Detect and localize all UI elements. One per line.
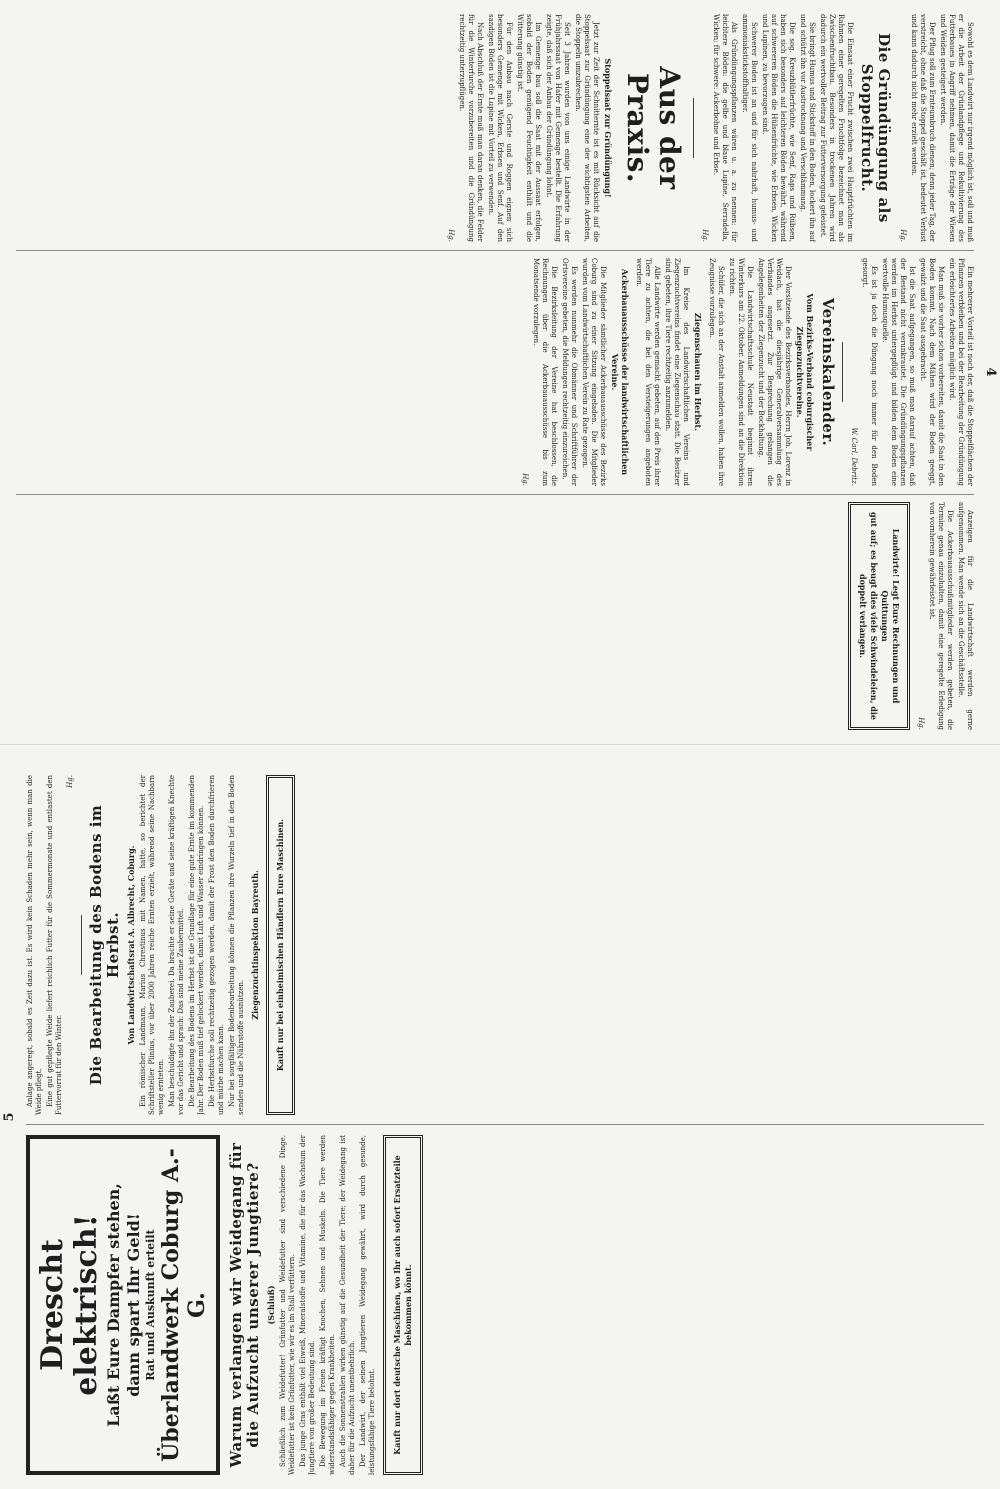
section-heading: Aus der Praxis. [621, 66, 686, 190]
column-3 [842, 502, 974, 730]
signature: Hg. [521, 473, 529, 486]
paragraph: Der Landwirt, der seinen Jungtieren Weidegang gewährt, wird durch gesunde, leistungsfähige Tiere belohnt. [359, 1135, 376, 1475]
notice-line: Landwirte! Legt Eure Rechnungen und Quittungen [880, 528, 901, 704]
section-heading: Vereinskalender. [819, 297, 837, 447]
paragraph: Schüler, die sich an der Anstalt anmelden wollen, haben ihre Zeugnisse vorzulegen. [708, 258, 725, 486]
paragraph: Alle Landwirte werden gemacht gebeten, auf den Preis ihrer Tiere zu achten, die bei den Versteigerungen angeboten werden. [635, 258, 661, 486]
column-2 [514, 258, 974, 486]
divider [842, 342, 843, 402]
notice-line: doppelt verlangen. [858, 573, 868, 658]
divider [693, 98, 694, 158]
paragraph: Die Mitglieder sämtlicher Ackerbauausschüsse des Bezirks Coburg sind zu einer Sitzung eingeladen. Die Mitglieder wurden vom Landwirtschaftlichen Verein zu Rate gezogen. [581, 258, 607, 486]
paragraph: Ein römischer Landmann, Marius Chrestinus mit Namen, hatte, so berichtet der Schriftsteller Plinius, vor über 2000 Jahren reiche Ernten erzielt, während seine Nachbarn wenig ernteten. [139, 775, 165, 1115]
signature: Hg. [917, 717, 925, 730]
paragraph: Die Ackerbauausschußmitglieder werden gebeten, die Termine genau einzuhalten, damit eine geregelte Erledigung von vornherein gewährleistet ist. [928, 502, 954, 730]
signature: Hg. [447, 229, 455, 242]
paragraph: Jetzt zur Zeit der Schnitternte ist es mit Rücksicht auf die Stoppelsaat zur Gründüngung eine der wichtigsten Arbeiten, die Stoppeln umzubrechen. [574, 14, 600, 242]
paragraph: Die Einsaat einer Frucht zwischen zwei Hauptfrüchten im Rahmen einer geregelten Fruchtfolge bezeichnet man als Zwischenfruchtbau. Besonders in trockenen Jahren wird dadurch ein wertvoller Beitrag zur Futterversorgung geleistet. [819, 14, 854, 242]
ad-headline: Drescht elektrisch! [35, 1214, 104, 1396]
paragraph: Sowohl es dem Landwirt nur irgend möglich ist, soll und muß er die Arbeit der Grünlandpflege und Rekultivierung des Futterbaues in Angriff nehmen, damit die Erträge der Wiesen und Weiden gesteigert werden. [939, 14, 974, 242]
paragraph: Ein mehrerer Vorteil ist noch der, daß die Stoppelflächen der Pflanzen verbleiben und bei der Bearbeitung der Gründüngung ein erleichtertes Arbeiten möglich wird. [948, 258, 974, 486]
paragraph: Eine gut gepflegte Weide liefert reichlich Futter für die Sommermonate und entlastet den Futtervorrat für den Winter. [46, 775, 63, 1115]
paragraph: Die Herbstfurche soll rechtzeitig gezogen werden, damit der Frost den Boden durchfrieren und mürbe machen kann. [208, 775, 225, 1115]
paragraph: Es werden nunmehr die Obmänner und Schriftführer der Ortsvereine gebeten, die Meldungen rechtzeitig einzureichen. [561, 258, 578, 486]
column-divider [16, 250, 974, 251]
column-1 [26, 1135, 429, 1475]
paragraph: Schließlich zum Weidefutter! Grünfutter und Weidefutter sind verschiedene Dinge. Weidefutter ist kein Grünfutter, wie wir es im Stall verfüttern. [279, 1135, 296, 1475]
paragraph: Anzeigen für die Landwirtschaft werden gerne aufgenommen. Man wende sich an die Geschäftsstelle. [957, 502, 974, 730]
paragraph: Seit 3 Jahren wurden von uns einige Landwirte in der Frühjahrssaat von Hafer mit Gemenge bestellt. Die Erfahrung zeigte, daß sich der Anbau der Gründüngung lohnt. [545, 14, 571, 242]
paragraph: Der Vorsitzende des Bezirksverbandes, Herrn Joh. Lorenz in Weidach, hat die diesjährige Generalversammlung des Verbandes angesetzt. Zur Besprechung gelangen die Angelegenheiten der Ziegenzucht und der Bockhaltung. [757, 258, 792, 486]
advertisement-box [26, 1135, 220, 1475]
paragraph: Schwerer Boden ist an und für sich nahrhaft, humus- und ammoniakstickstoffhaltiger. [741, 14, 758, 242]
page-number: 4 [983, 367, 998, 377]
notice-box: Kauft nur dort deutsche Maschinen, wo Ihr auch sofort Ersatzteile bekommen könnt. [383, 1135, 423, 1475]
article-subheading: Ackerbauausschüsse der landwirtschaftlichen Vereine. [610, 268, 630, 476]
article-subheading: Ziegenschauen im Herbst. [693, 312, 703, 432]
paragraph: Die Bezirksleitung der Vereine hat beschlossen, die Rechnungen über die Ackerbauausschüsse bis zum Monatsende vorzulegen. [532, 258, 558, 486]
notice-box: Kauft nur bei einheimischen Händlern Eure Maschinen. [266, 775, 295, 1115]
column-divider [26, 1124, 984, 1125]
paragraph: Als Gründüngungspflanzen wären u. a. zu nennen: für leichtere Böden: die gelbe und blaue Lupine, Serradella, Wicken; für schwere: Ackerbohne und Erbse. [712, 14, 738, 242]
page-4 [0, 0, 1000, 744]
article-subheading: Ziegenzuchtinspektion Bayreuth. [250, 870, 260, 1020]
article-note: (Schluß) [266, 1285, 276, 1325]
paragraph: Sie bringt Humus und Stickstoff in den Boden, lockert ihn auf und schützt ihn vor Austrocknung und Verschlämmung. [799, 14, 816, 242]
page-number: 5 [2, 1112, 17, 1122]
paragraph: Für den Anbau nach Gerste und Roggen eignen sich besonders Gemenge mit Wicken, Erbsen und Senf. Auf den sandigen Böden ist die Lupine mit Vorteil zu verwenden. [487, 14, 513, 242]
ad-company: Überlandwerk Coburg A.-G. [158, 1148, 210, 1462]
paragraph: Nach Abschluß der Ernte muß man daran denken, die Felder für die Winterfurche vorzubereiten und die Gründüngung rechtzeitig unterzupflügen. [458, 14, 484, 242]
ad-line: dann spart Ihr Geld! [124, 1213, 143, 1397]
paragraph: Der Pflug soll zum Ernteumbruch dienen; denn jeder Tag, der verstreicht, ohne daß die Stoppel geschält ist, bedeutet Verlust und kann dadurch nicht mehr erzielt werden. [910, 14, 936, 242]
article-heading: Die Gründüngung als Stoppelfrucht. [858, 33, 893, 223]
paragraph: Man beschuldigte ihn der Zauberei. Da brachte er seine Geräte und seine kräftigen Knechte vor das Gericht und sprach: Das sind meine Zaubermittel. [168, 775, 185, 1115]
article-subheading: Vom Bezirks-Verband coburgischer Ziegenzuchtvereine. [795, 293, 815, 451]
page-4-region [0, 0, 1000, 744]
paragraph: Die Bewegung im Freien kräftigt Knochen, Sehnen und Muskeln. Die Tiere werden widerstandsfähiger gegen Krankheiten. [319, 1135, 336, 1475]
article-byline: Von Landwirtschaftsrat A. Albrecht, Coburg. [126, 845, 136, 1045]
page-5 [0, 745, 1000, 1489]
paragraph: Im Gemenge bau soll die Saat mit der Aussaat erfolgen, sobald der Boden genügend Feuchtigkeit enthält und die Witterung günstig ist. [516, 14, 542, 242]
page-5-region [0, 745, 1000, 1489]
paragraph: Man muß sie vorher schon vorbereiten, damit die Saat in den Boden kommt. Nach dem Mähen wird der Boden geeggt, gewalzt und die Saat ausgebracht. [919, 258, 945, 486]
article-heading: Warum verlangen wir Weidegang für die Aufzucht unserer Jungtiere? [227, 1142, 262, 1468]
paragraph: Die Bearbeitung des Bodens im Herbst ist die Grundlage für eine gute Ernte im kommenden Jahr. Der Boden muß tief gelockert werden, damit Luft und Wasser eindringen können. [188, 775, 205, 1115]
article-subheading: Stoppelsaat zur Gründüngung! [603, 58, 613, 198]
column-1 [440, 14, 974, 242]
paragraph: Die sog. Kreuzblütlerfrüchte, wie Senf, Raps und Rübsen, haben sich besonders auf leichteren Böden bewährt, während auf schwereren Böden die Hülsenfrüchte, wie Erbsen, Wicken und Lupinen, zu bevorzugen sind. [761, 14, 796, 242]
column-2 [26, 775, 301, 1115]
signature: Hg. [66, 775, 74, 788]
ad-line: Rat und Auskunft erteilt [144, 1229, 157, 1381]
signature: Hg. [701, 229, 709, 242]
article-heading: Die Bearbeitung des Bodens im Herbst. [87, 804, 122, 1086]
notice-box [848, 502, 910, 730]
paragraph: Nur bei sorgfältiger Bodenbearbeitung können die Pflanzen ihre Wurzeln tief in den Boden senden und die Nährstoffe ausnützen. [228, 775, 245, 1115]
divider [81, 915, 82, 975]
paragraph: Anlage angeregt, sobald es Zeit dazu ist. Es wird kein Schaden mehr sein, wenn man die Weide pflegt. [26, 775, 43, 1115]
notice-line: gut auf; es beugt dies viele Schwindeleien, die [869, 512, 879, 720]
paragraph: Im Kreise des Landwirtschaftlichen Vereins und Ziegenzuchtvereins findet eine Ziegenschau statt. Die Besitzer sind gebeten, ihre Tiere rechtzeitig anzumelden. [664, 258, 690, 486]
signature: W. Carl, Debritz. [850, 427, 858, 486]
paragraph: Die Landwirtschaftsschule Neustadt beginnt ihren Winterkurs am 22. Oktober. Anmeldungen sind an die Direktion zu richten. [728, 258, 754, 486]
paragraph: Das junge Gras enthält viel Eiweiß, Mineralstoffe und Vitamine, die für das Wachstum der Jungtiere von großer Bedeutung sind. [299, 1135, 316, 1475]
ad-line: Laßt Eure Dampfer stehen, [104, 1183, 123, 1427]
paragraph: Ist die Saat aufgegangen, so muß man darauf achten, daß der Bestand nicht verunkrautet. Die Gründüngungspflanzen werden im Herbst untergepflügt und bilden dem Boden eine wertvolle Humusquelle. [881, 258, 916, 486]
paragraph: Auch die Sonnenstrahlen wirken günstig auf die Gesundheit der Tiere; der Weidegang ist daher für die Aufzucht unentbehrlich. [339, 1135, 356, 1475]
paragraph: Es ist ja doch die Düngung noch immer für den Boden gesorgt. [861, 258, 878, 486]
column-divider [16, 494, 974, 495]
signature: Hg. [899, 229, 907, 242]
